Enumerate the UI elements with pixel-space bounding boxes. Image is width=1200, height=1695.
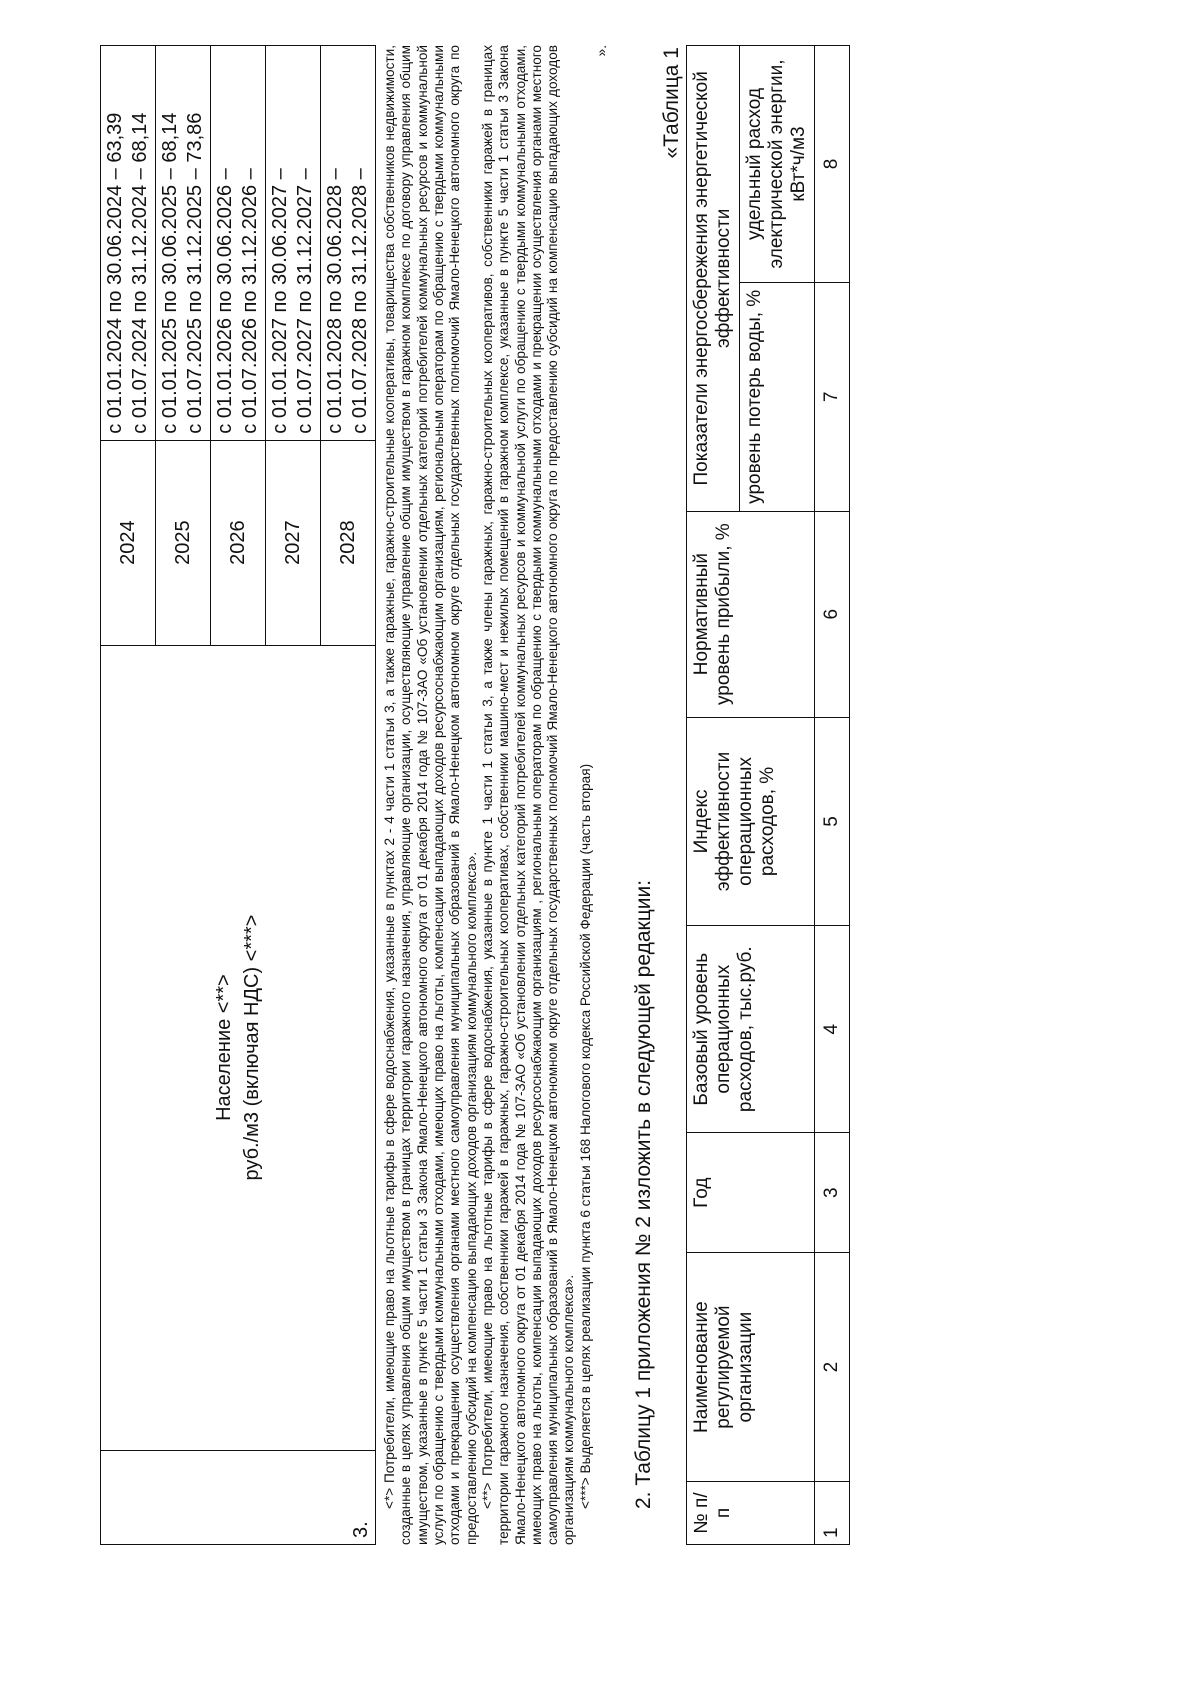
period-cell	[156, 46, 211, 441]
year-cell: 2028	[321, 440, 376, 645]
instruction-paragraph: 2. Таблицу 1 приложения № 2 изложить в следующей редакции:	[632, 879, 656, 1509]
numbering-cell: 3	[814, 1133, 849, 1253]
tariff-table	[100, 45, 376, 1545]
footnotes	[382, 45, 610, 1545]
period-cell	[321, 46, 376, 441]
footnote-2: <**> Потребители, имеющие право на льготные тарифы в сфере водоснабжения, указанные в пункте 1 части 1 статьи 3, а также члены гаражных, гаражно-строительных кооперативов, собственники гаражей в границах территории гаражного назначения, собственники гаражей в гаражных, гаражно-строительных кооперативах, собственники машино-мест и нежилых помещений в гаражном комплексе, указанные в пункте 5 части 1 статьи 3 Закона Ямало-Ненецкого автономного округа от 01 декабря 2014 года № 107-ЗАО «Об установлении отдельных категорий потребителей коммунальных ресурсов и коммунальной услуги по обращению с твердыми коммунальными отходами, имеющих право на льготы, компенсации выпадающих доходов ресурсоснабжающим организациям , региональным операторам по обращению с твердыми коммунальными отходами и прекращении осуществления органами местного самоуправления муниципальных образований в Ямало-Ненецком автономном округе отдельных государственных полномочий Ямало-Ненецкого автономного округа по предоставлению субсидий на компенсацию выпадающих доходов организациям коммунального комплекса».	[479, 45, 577, 1545]
row-number-cell: 3.	[101, 1450, 376, 1544]
header-electricity: удельный расход электрической энергии, кВт*ч/м3	[740, 46, 815, 283]
header-index: Индекс эффективности операционных расходов, %	[687, 717, 814, 926]
period-cell	[101, 46, 156, 441]
header-row	[687, 46, 740, 1545]
period-cell	[211, 46, 266, 441]
period-line: с 01.07.2027 по 31.12.2027 –	[294, 168, 316, 434]
header-energy-group: Показатели энергосбережения энергетической эффективности	[687, 46, 740, 512]
period-line: с 01.01.2028 по 30.06.2028 –	[324, 168, 346, 434]
header-num: № п/п	[687, 1482, 814, 1545]
numbering-cell: 6	[814, 511, 849, 717]
year-cell: 2024	[101, 440, 156, 645]
period-line: с 01.07.2024 по 31.12.2024 – 68,14	[129, 112, 151, 434]
numbering-cell: 7	[814, 283, 849, 512]
table-caption: «Таблица 1	[660, 47, 684, 159]
period-line: с 01.01.2026 по 30.06.2026 –	[214, 168, 236, 434]
numbering-cell: 4	[814, 926, 849, 1133]
year-cell: 2025	[156, 440, 211, 645]
period-line: с 01.01.2027 по 30.06.2027 –	[269, 168, 291, 434]
numbering-cell: 8	[814, 46, 849, 283]
year-cell: 2026	[211, 440, 266, 645]
table-1	[686, 45, 849, 1545]
footnote-3: <***> Выделяется в целях реализации пункта 6 статьи 168 Налогового кодекса Российской Федерации (часть вторая)	[577, 763, 593, 1509]
period-cell	[266, 46, 321, 441]
footnote-1: <*> Потребители, имеющие право на льготные тарифы в сфере водоснабжения, указанные в пунктах 2 - 4 части 1 статьи 3, а также гаражные, гаражно-строительные кооперативы, товарищества собственников недвижимости, созданные в целях управления общим имуществом в границах территории гаражного назначения, управляющие организации, осуществляющие управление общим имуществом в гаражном комплексе по договору управления общим имуществом, указанные в пункте 5 части 1 статьи 3 Закона Ямало-Ненецкого автономного округа от 01 декабря 2014 года № 107-ЗАО «Об установлении отдельных категорий потребителей коммунальных ресурсов и коммунальной услуги по обращению с твердыми коммунальными отходами, имеющих право на льготы, компенсации выпадающих доходов ресурсоснабжающим организациям, региональным операторам по обращению с твердыми коммунальными отходами и прекращении осуществления органами местного самоуправления муниципальных образований в Ямало-Ненецком автономном округе отдельных государственных полномочий Ямало-Ненецкого автономного округа по предоставлению субсидий на компенсацию выпадающих доходов организациям коммунального комплекса».	[382, 45, 479, 1545]
numbering-cell: 2	[814, 1253, 849, 1482]
numbering-cell: 5	[814, 717, 849, 926]
closing-quote: ».	[594, 45, 610, 57]
category-unit: руб./м3 (включая НДС) <***>	[241, 914, 263, 1181]
numbering-row	[814, 46, 849, 1545]
period-line: с 01.07.2028 по 31.12.2028 –	[349, 168, 371, 434]
period-line: с 01.07.2025 по 31.12.2025 – 73,86	[184, 112, 206, 434]
numbering-cell: 1	[814, 1482, 849, 1545]
year-cell: 2027	[266, 440, 321, 645]
page-content	[100, 45, 850, 1545]
category-cell	[101, 645, 376, 1450]
period-line: с 01.01.2025 по 30.06.2025 – 68,14	[159, 112, 181, 434]
header-year: Год	[687, 1133, 814, 1253]
header-name: Наименование регулируемой организации	[687, 1253, 814, 1482]
period-line: с 01.07.2026 по 31.12.2026 –	[239, 168, 261, 434]
header-base: Базовый уровень операционных расходов, тыс.руб.	[687, 926, 814, 1133]
category-name: Население <**>	[213, 974, 235, 1121]
header-water-loss: уровень потерь воды, %	[740, 283, 815, 512]
period-line: с 01.01.2024 по 30.06.2024 – 63,39	[104, 112, 126, 434]
header-profit: Нормативный уровень прибыли, %	[687, 511, 814, 717]
